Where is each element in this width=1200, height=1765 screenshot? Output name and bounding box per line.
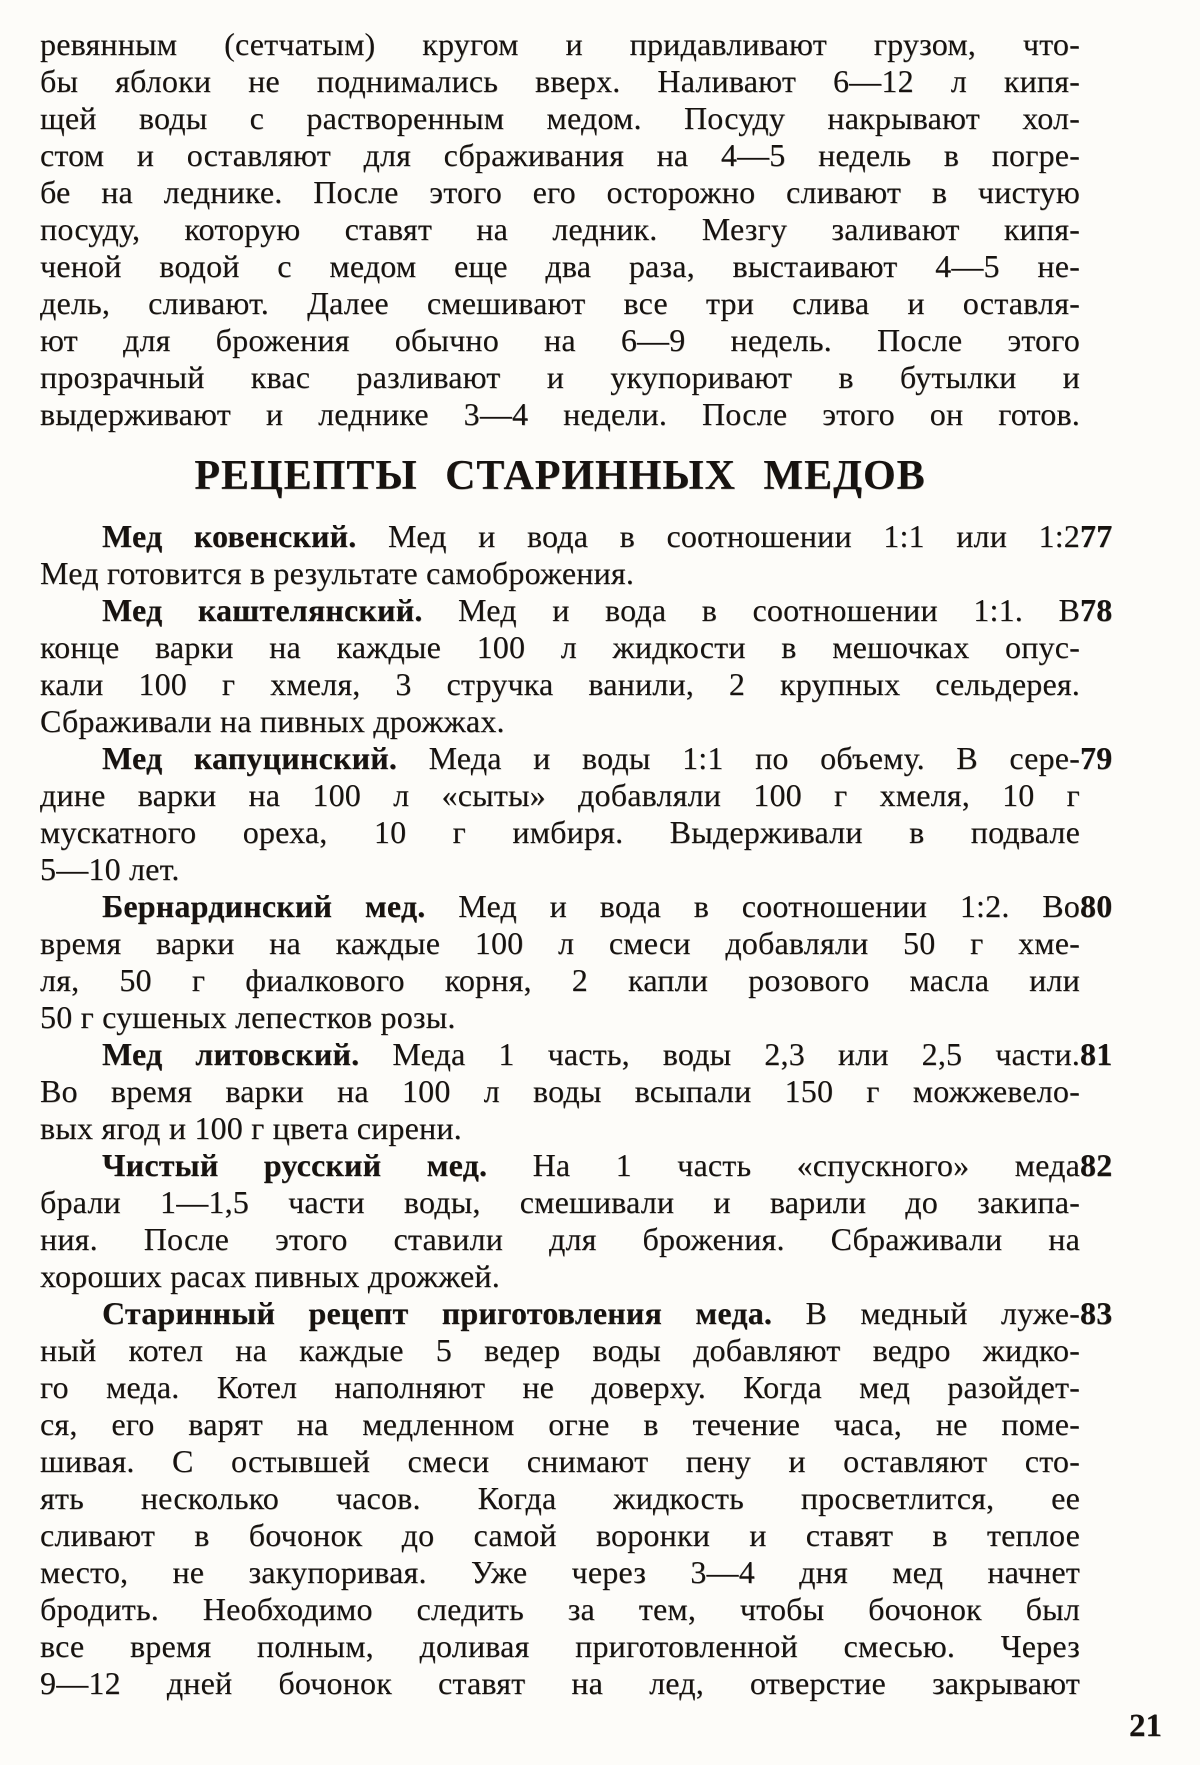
text-line: бродить. Необходимо следить за тем, чтобы бочонок был <box>40 1591 1080 1627</box>
recipe-text: В медный луже- <box>805 1295 1081 1331</box>
text-line: 5—10 лет. <box>40 851 180 887</box>
recipe-name: Мед ковенский. <box>102 518 357 554</box>
section-heading: РЕЦЕПТЫ СТАРИННЫХ МЕДОВ <box>194 453 926 499</box>
text-line: ля, 50 г фиалкового корня, 2 капли розового масла или <box>40 962 1080 998</box>
recipe-number: 80 <box>1080 888 1113 924</box>
text-line: ся, его варят на медленном огне в течение часа, не поме- <box>40 1406 1080 1442</box>
text-line: щей воды с растворенным медом. Посуду накрывают хол- <box>40 100 1080 136</box>
recipe-name: Чистый русский мед. <box>102 1147 488 1183</box>
text-line: Во время варки на 100 л воды всыпали 150 г можжевело- <box>40 1073 1080 1109</box>
text-line: вых ягод и 100 г цвета сирени. <box>40 1110 462 1146</box>
recipe-entry-82 <box>40 1147 1113 1295</box>
text-line: прозрачный квас разливают и укупоривают в бутылки и <box>40 359 1080 395</box>
text-line <box>40 592 1113 629</box>
text-line <box>40 1036 1113 1073</box>
text-line: сливают в бочонок до самой воронки и ставят в теплое <box>40 1517 1080 1553</box>
text-line: ревянным (сетчатым) кругом и придавливают грузом, что- <box>40 26 1080 62</box>
text-line: бе на леднике. После этого его осторожно сливают в чистую <box>40 174 1080 210</box>
text-line: 9—12 дней бочонок ставят на лед, отверстие закрывают <box>40 1665 1080 1701</box>
text-line: выдерживают и леднике 3—4 недели. После этого он готов. <box>40 396 1080 432</box>
text-line: стом и оставляют для сбраживания на 4—5 недель в погре- <box>40 137 1080 173</box>
recipe-text: Мед и вода в соотношении 1:1. В <box>458 592 1081 628</box>
text-line: ченой водой с медом еще два раза, выстаивают 4—5 не- <box>40 248 1080 284</box>
recipe-name: Мед каштелянский. <box>102 592 423 628</box>
text-line: дине варки на 100 л «сыты» добавляли 100 г хмеля, 10 г <box>40 777 1080 813</box>
text-line: 50 г сушеных лепестков розы. <box>40 999 456 1035</box>
recipe-name: Мед капуцинский. <box>102 740 398 776</box>
text-line: шивая. С остывшей смеси снимают пену и оставляют сто- <box>40 1443 1080 1479</box>
recipe-entry-83 <box>40 1295 1113 1702</box>
recipe-entry-78 <box>40 592 1113 740</box>
recipes-list <box>40 518 1113 1702</box>
text-line: хороших расах пивных дрожжей. <box>40 1258 500 1294</box>
recipe-number: 81 <box>1080 1036 1113 1072</box>
text-line: Мед готовится в результате самоброжения. <box>40 555 635 591</box>
recipe-text: Меда и воды 1:1 по объему. В сере- <box>428 740 1080 776</box>
text-line: ный котел на каждые 5 ведер воды добавляют ведро жидко- <box>40 1332 1080 1368</box>
recipe-number: 83 <box>1080 1295 1113 1331</box>
text-line <box>40 740 1113 777</box>
text-line <box>40 1295 1113 1332</box>
recipe-number: 77 <box>1080 518 1113 554</box>
text-line: все время полным, доливая приготовленной смесью. Через <box>40 1628 1080 1664</box>
text-line: бы яблоки не поднимались вверх. Наливают 6—12 л кипя- <box>40 63 1080 99</box>
text-line: ять несколько часов. Когда жидкость просветлится, ее <box>40 1480 1080 1516</box>
recipe-entry-77 <box>40 518 1113 592</box>
text-line: Сбраживали на пивных дрожжах. <box>40 703 505 739</box>
recipe-entry-81 <box>40 1036 1113 1147</box>
recipe-number: 79 <box>1080 740 1113 776</box>
recipe-number: 78 <box>1080 592 1113 628</box>
text-line <box>40 1147 1113 1184</box>
intro-paragraph <box>40 26 1080 433</box>
text-line <box>40 888 1113 925</box>
recipe-text: На 1 часть «спускного» меда <box>532 1147 1080 1183</box>
text-line: брали 1—1,5 части воды, смешивали и варили до закипа- <box>40 1184 1080 1220</box>
text-line: мускатного ореха, 10 г имбиря. Выдерживали в подвале <box>40 814 1080 850</box>
recipe-text: Мед и вода в соотношении 1:2. Во <box>458 888 1081 924</box>
recipe-number: 82 <box>1080 1147 1113 1183</box>
text-line: посуду, которую ставят на ледник. Мезгу заливают кипя- <box>40 211 1080 247</box>
text-line: го меда. Котел наполняют не доверху. Когда мед разойдет- <box>40 1369 1080 1405</box>
page-number: 21 <box>1129 1708 1162 1744</box>
text-line: время варки на каждые 100 л смеси добавляли 50 г хме- <box>40 925 1080 961</box>
recipe-entry-80 <box>40 888 1113 1036</box>
text-line: конце варки на каждые 100 л жидкости в мешочках опус- <box>40 629 1080 665</box>
text-line: место, не закупоривая. Уже через 3—4 дня мед начнет <box>40 1554 1080 1590</box>
recipe-text: Мед и вода в соотношении 1:1 или 1:2 <box>387 518 1080 554</box>
text-line: ют для брожения обычно на 6—9 недель. После этого <box>40 322 1080 358</box>
recipe-name: Мед литовский. <box>102 1036 360 1072</box>
text-line: кали 100 г хмеля, 3 стручка ванили, 2 крупных сельдерея. <box>40 666 1080 702</box>
recipe-entry-79 <box>40 740 1113 888</box>
text-line <box>40 518 1113 555</box>
recipe-text: Меда 1 часть, воды 2,3 или 2,5 части. <box>392 1036 1080 1072</box>
recipe-name: Бернардинский мед. <box>102 888 426 924</box>
text-line: дель, сливают. Далее смешивают все три слива и оставля- <box>40 285 1080 321</box>
text-line: ния. После этого ставили для брожения. Сбраживали на <box>40 1221 1080 1257</box>
recipe-name: Старинный рецепт приготовления меда. <box>102 1295 773 1331</box>
